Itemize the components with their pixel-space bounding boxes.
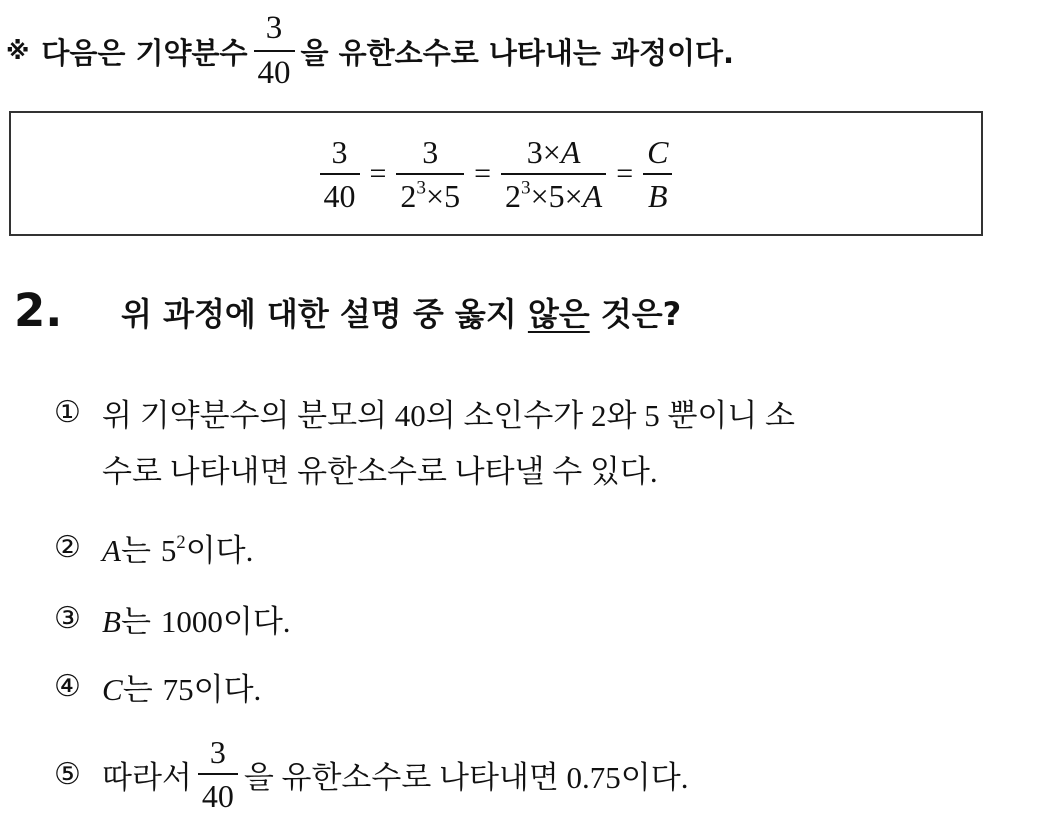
- question-text-after: 것은?: [600, 295, 682, 333]
- option-5-fraction-numerator: 3: [209, 734, 226, 770]
- equation-fraction-2: [396, 133, 464, 214]
- option-5-text-after: 을 유한소수로 나타내면 0.75이다.: [243, 759, 689, 795]
- variable-b: B: [102, 604, 121, 639]
- power-exponent: 3: [520, 177, 531, 199]
- option-3[interactable]: [54, 596, 291, 641]
- option-5[interactable]: [54, 736, 688, 812]
- fraction-bar: [320, 173, 360, 175]
- option-1-line-2: 수로 나타내면 유한소수로 나타낼 수 있다.: [102, 454, 658, 489]
- option-4-marker: ④: [54, 670, 81, 703]
- option-3-marker: ③: [54, 602, 81, 635]
- power-base: 2: [400, 177, 417, 214]
- denominator-rest: ×5: [426, 177, 461, 214]
- equation-fraction-4: [643, 133, 672, 214]
- option-1-marker: ①: [54, 396, 81, 429]
- reference-mark: ※: [6, 37, 30, 65]
- power-exponent: 2: [176, 531, 186, 553]
- fraction-2-denominator: [396, 177, 464, 214]
- power-base: 5: [160, 533, 177, 568]
- option-4[interactable]: [54, 664, 261, 709]
- intro-fraction-denominator: 40: [257, 55, 291, 91]
- option-4-text: [102, 664, 261, 709]
- option-2-ending: 이다.: [185, 533, 254, 568]
- fraction-3-denominator: [501, 177, 606, 214]
- fraction-1-denominator: 40: [323, 177, 356, 214]
- equation-box: [9, 111, 983, 236]
- question-text-before: 위 과정에 대한 설명 중 옳지: [121, 295, 517, 333]
- intro-fraction: [254, 12, 295, 90]
- power-base: 2: [504, 177, 521, 214]
- variable-a: A: [102, 533, 121, 568]
- option-3-text: [102, 596, 291, 641]
- question-number: 2.: [14, 284, 63, 337]
- option-4-ending: 이다.: [193, 672, 262, 707]
- option-3-value: 1000: [160, 604, 223, 639]
- equation-fraction-3: [501, 133, 606, 214]
- variable-c: C: [647, 133, 669, 170]
- option-3-particle: 는: [120, 604, 151, 639]
- intro-text-before: 다음은 기약분수: [41, 35, 248, 70]
- option-3-ending: 이다.: [222, 604, 291, 639]
- power-exponent: 3: [416, 177, 427, 199]
- fraction-bar: [501, 173, 606, 175]
- variable-a: A: [560, 133, 581, 170]
- intro-fraction-numerator: 3: [265, 10, 283, 46]
- option-2[interactable]: [54, 525, 253, 570]
- option-4-particle: 는: [122, 672, 153, 707]
- variable-c: C: [102, 672, 123, 707]
- denominator-mid: ×5×: [530, 177, 583, 214]
- fraction-2-numerator: 3: [422, 133, 439, 170]
- option-1-line-1: 위 기약분수의 분모의 40의 소인수가 2와 5 뿐이니 소: [102, 398, 795, 433]
- equals-sign-2: =: [474, 156, 491, 190]
- fraction-bar: [254, 50, 295, 52]
- option-5-text-before: 따라서: [102, 759, 192, 795]
- variable-b: B: [648, 177, 668, 214]
- fraction-3-numerator: [523, 133, 585, 170]
- intro-text-after: 을 유한소수로 나타내는 과정이다.: [300, 35, 735, 70]
- problem-intro: [6, 6, 734, 96]
- equation-fraction-1: [320, 133, 360, 214]
- fraction-bar: [396, 173, 464, 175]
- option-5-marker: ⑤: [54, 757, 81, 791]
- option-4-value: 75: [162, 672, 194, 707]
- option-5-text: [102, 736, 688, 812]
- option-2-particle: 는: [120, 533, 151, 568]
- option-5-fraction-denominator: 40: [201, 778, 234, 814]
- question-text: [121, 297, 681, 332]
- option-2-text: [102, 525, 253, 570]
- fraction-bar: [198, 773, 238, 775]
- question-emphasis: 않은: [527, 295, 590, 333]
- option-5-fraction: [198, 736, 238, 812]
- equals-sign-1: =: [369, 156, 387, 190]
- variable-a: A: [582, 177, 603, 214]
- option-2-marker: ②: [54, 531, 81, 564]
- fraction-1-numerator: 3: [331, 133, 348, 170]
- equals-sign-3: =: [616, 156, 634, 190]
- option-1[interactable]: [54, 390, 795, 489]
- numerator-coefficient: 3×: [526, 133, 561, 170]
- fraction-bar: [643, 173, 672, 175]
